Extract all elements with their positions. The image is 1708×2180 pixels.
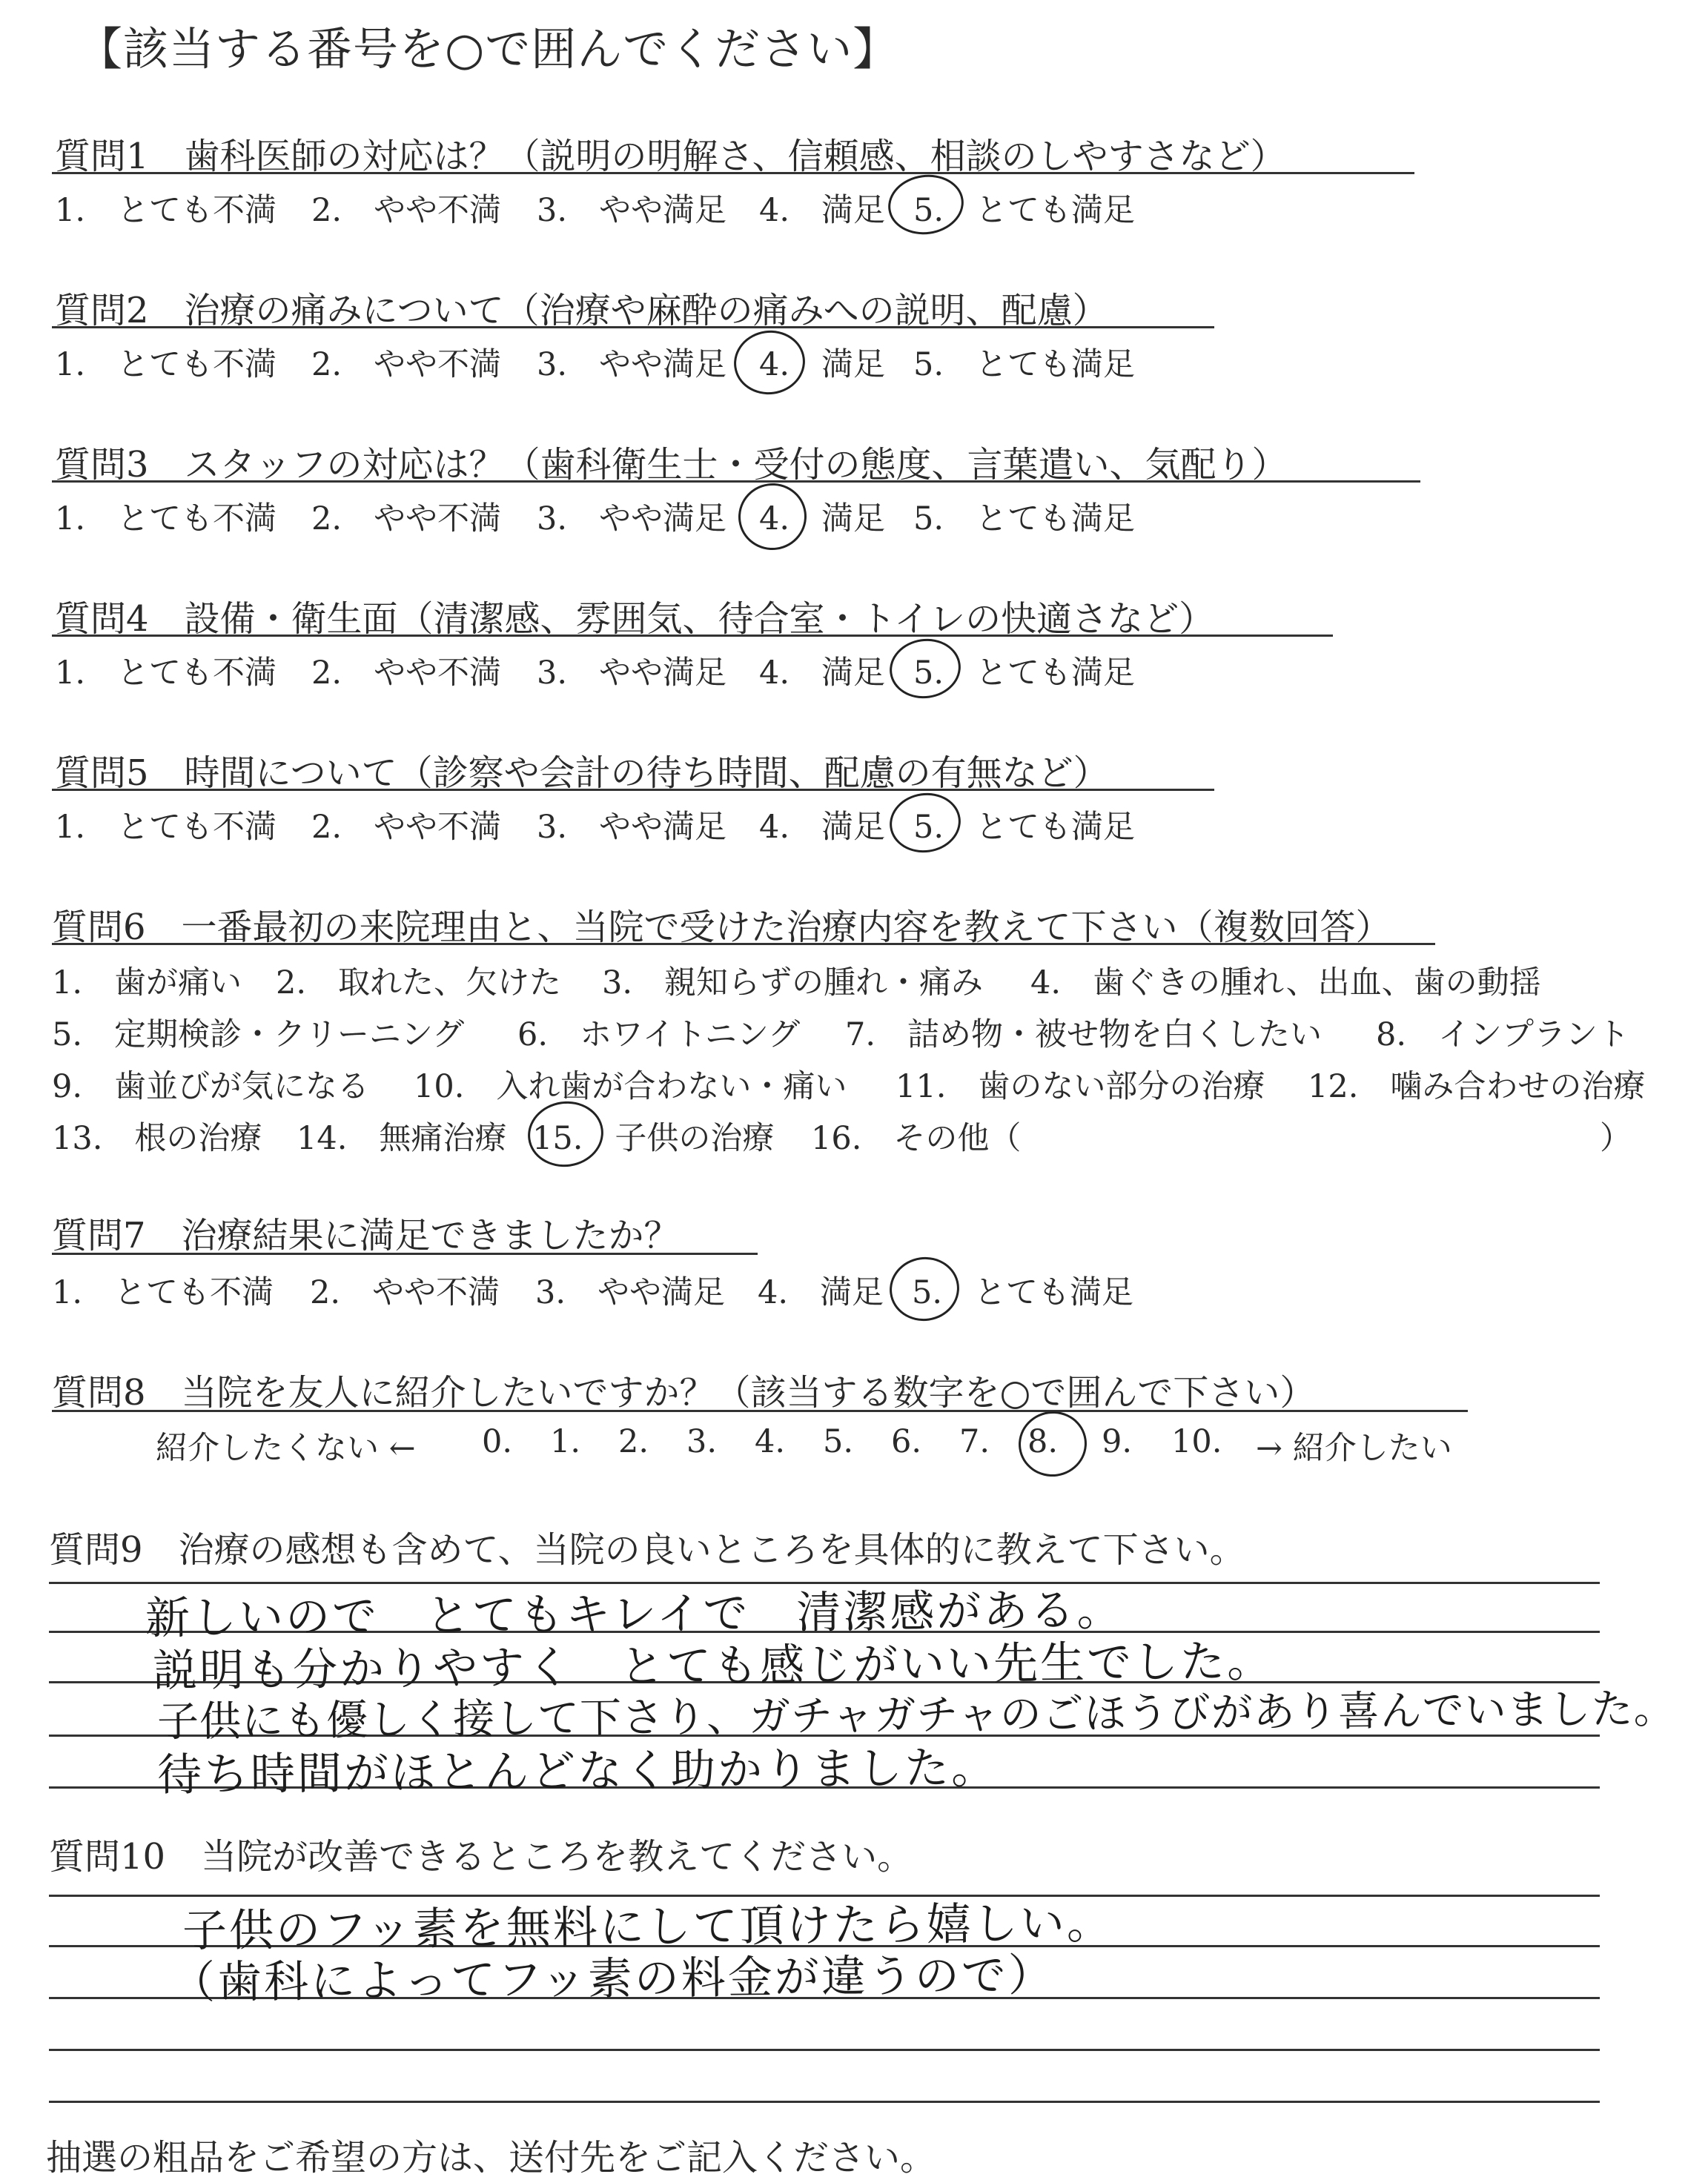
reason-1[interactable]: 1. 歯が痛い bbox=[52, 964, 242, 1001]
reason-10[interactable]: 10. 入れ歯が合わない・痛い bbox=[414, 1068, 847, 1105]
selection-circle bbox=[885, 1253, 963, 1325]
handwritten-answer-line: 説明も分かりやすく とても感じがいい先生でした。 bbox=[152, 1635, 1274, 1697]
scale-6[interactable]: 6. bbox=[891, 1423, 922, 1460]
option-3[interactable]: 3. やや満足 bbox=[537, 192, 727, 229]
selection-circle bbox=[734, 479, 811, 554]
question-1-underline bbox=[52, 172, 1414, 174]
question-4-underline bbox=[52, 635, 1333, 637]
question-7-label: 質問7 治療結果に満足できましたか？ bbox=[52, 1215, 680, 1256]
handwritten-answer-line: 新しいので とてもキレイで 清潔感がある。 bbox=[145, 1584, 1124, 1645]
reason-16[interactable]: 16. その他（ bbox=[811, 1120, 1022, 1157]
scale-left-label: 紹介したくない ← bbox=[156, 1430, 416, 1467]
option-2[interactable]: 2. やや不満 bbox=[310, 1274, 500, 1311]
scale-4[interactable]: 4. bbox=[755, 1423, 786, 1460]
option-4[interactable]: 4. 満足 bbox=[759, 655, 886, 692]
question-9-label: 質問9 治療の感想も含めて、当院の良いところを具体的に教えて下さい。 bbox=[49, 1529, 1245, 1571]
option-5[interactable]: 5. とても満足 bbox=[912, 1274, 1134, 1311]
handwritten-answer-line: 子供のフッ素を無料にして頂けたら嬉しい。 bbox=[182, 1897, 1114, 1958]
option-4[interactable]: 4. 満足 bbox=[758, 1274, 884, 1311]
option-3[interactable]: 3. やや満足 bbox=[537, 500, 727, 537]
option-5[interactable]: 5. とても満足 bbox=[913, 809, 1136, 846]
handwritten-answer-line: 待ち時間がほとんどなく助かりました。 bbox=[156, 1742, 999, 1801]
handwritten-answer-line: 子供にも優しく接して下さり、ガチャガチャのごほうびがあり喜んでいました。 bbox=[156, 1685, 1676, 1746]
question-6-underline bbox=[52, 943, 1435, 945]
reason-14[interactable]: 14. 無痛治療 bbox=[297, 1120, 507, 1157]
option-5[interactable]: 5. とても満足 bbox=[913, 192, 1136, 229]
reason-2[interactable]: 2. 取れた、欠けた bbox=[276, 964, 562, 1001]
option-5[interactable]: 5. とても満足 bbox=[913, 346, 1136, 383]
footer-instruction-partial: 抽選の粗品をご希望の方は、送付先をご記入ください。 bbox=[46, 2137, 936, 2179]
option-1[interactable]: 1. とても不満 bbox=[55, 655, 277, 692]
scale-8[interactable]: 8. bbox=[1027, 1423, 1059, 1460]
option-4[interactable]: 4. 満足 bbox=[759, 346, 886, 383]
reason-12[interactable]: 12. 噛み合わせの治療 bbox=[1308, 1068, 1646, 1105]
question-6-label: 質問6 一番最初の来院理由と、当院で受けた治療内容を教えて下さい（複数回答） bbox=[52, 907, 1391, 948]
option-3[interactable]: 3. やや満足 bbox=[535, 1274, 726, 1311]
option-1[interactable]: 1. とても不満 bbox=[52, 1274, 274, 1311]
reason-11[interactable]: 11. 歯のない部分の治療 bbox=[896, 1068, 1265, 1105]
option-1[interactable]: 1. とても不満 bbox=[55, 192, 277, 229]
question-2-label: 質問2 治療の痛みについて（治療や麻酔の痛みへの説明、配慮） bbox=[55, 290, 1108, 331]
question-3-label: 質問3 スタッフの対応は？（歯科衛生士・受付の態度、言葉遣い、気配り） bbox=[55, 444, 1288, 486]
option-1[interactable]: 1. とても不満 bbox=[55, 500, 277, 537]
option-4[interactable]: 4. 満足 bbox=[759, 500, 886, 537]
scale-2[interactable]: 2. bbox=[618, 1423, 649, 1460]
selection-circle bbox=[523, 1096, 607, 1171]
question-5-label: 質問5 時間について（診察や会計の待ち時間、配慮の有無など） bbox=[55, 752, 1109, 794]
option-2[interactable]: 2. やや不満 bbox=[311, 192, 502, 229]
reason-6[interactable]: 6. ホワイトニング bbox=[517, 1016, 801, 1053]
question-1-label: 質問1 歯科医師の対応は？（説明の明解さ、信頼感、相談のしやすさなど） bbox=[55, 136, 1286, 177]
scale-right-label: → 紹介したい bbox=[1256, 1430, 1452, 1467]
option-2[interactable]: 2. やや不満 bbox=[311, 655, 502, 692]
reason-9[interactable]: 9. 歯並びが気になる bbox=[52, 1068, 370, 1105]
handwritten-answer-line: （歯科によってフッ素の料金が違うので） bbox=[170, 1949, 1056, 2010]
option-1[interactable]: 1. とても不満 bbox=[55, 809, 277, 846]
scale-9[interactable]: 9. bbox=[1102, 1423, 1133, 1460]
option-4[interactable]: 4. 満足 bbox=[759, 192, 886, 229]
option-5[interactable]: 5. とても満足 bbox=[913, 500, 1136, 537]
question-10-label: 質問10 当院が改善できるところを教えてください。 bbox=[49, 1836, 913, 1878]
scale-5[interactable]: 5. bbox=[823, 1423, 854, 1460]
scale-10[interactable]: 10. bbox=[1171, 1423, 1222, 1460]
scale-1[interactable]: 1. bbox=[550, 1423, 581, 1460]
option-2[interactable]: 2. やや不満 bbox=[311, 500, 502, 537]
answer-line bbox=[49, 2101, 1600, 2103]
answer-line bbox=[49, 2049, 1600, 2051]
option-3[interactable]: 3. やや満足 bbox=[537, 655, 727, 692]
option-2[interactable]: 2. やや不満 bbox=[311, 809, 502, 846]
reason-3[interactable]: 3. 親知らずの腫れ・痛み bbox=[602, 964, 984, 1001]
option-4[interactable]: 4. 満足 bbox=[759, 809, 886, 846]
question-8-underline bbox=[52, 1410, 1468, 1412]
option-3[interactable]: 3. やや満足 bbox=[537, 809, 727, 846]
other-close-paren: ） bbox=[1600, 1120, 1632, 1157]
question-3-underline bbox=[52, 480, 1420, 483]
option-5[interactable]: 5. とても満足 bbox=[913, 655, 1136, 692]
option-2[interactable]: 2. やや不満 bbox=[311, 346, 502, 383]
reason-5[interactable]: 5. 定期検診・クリーニング bbox=[52, 1016, 465, 1053]
reason-8[interactable]: 8. インプラント bbox=[1376, 1016, 1630, 1053]
instruction-heading: 【該当する番号を○で囲んでください】 bbox=[77, 23, 899, 76]
question-8-label: 質問8 当院を友人に紹介したいですか？（該当する数字を○で囲んで下さい） bbox=[52, 1372, 1316, 1414]
question-7-underline bbox=[52, 1253, 758, 1255]
scale-0[interactable]: 0. bbox=[482, 1423, 513, 1460]
reason-7[interactable]: 7. 詰め物・被せ物を白くしたい bbox=[845, 1016, 1323, 1053]
question-4-label: 質問4 設備・衛生面（清潔感、雰囲気、待合室・トイレの快適さなど） bbox=[55, 598, 1215, 640]
scale-3[interactable]: 3. bbox=[686, 1423, 718, 1460]
selection-circle bbox=[1014, 1407, 1090, 1481]
option-3[interactable]: 3. やや満足 bbox=[537, 346, 727, 383]
question-5-underline bbox=[52, 789, 1214, 791]
scale-7[interactable]: 7. bbox=[959, 1423, 990, 1460]
question-2-underline bbox=[52, 326, 1214, 328]
selection-circle bbox=[729, 326, 809, 400]
option-1[interactable]: 1. とても不満 bbox=[55, 346, 277, 383]
reason-4[interactable]: 4. 歯ぐきの腫れ、出血、歯の動揺 bbox=[1030, 964, 1541, 1001]
reason-13[interactable]: 13. 根の治療 bbox=[52, 1120, 262, 1157]
reason-15[interactable]: 15. 子供の治療 bbox=[532, 1120, 775, 1157]
